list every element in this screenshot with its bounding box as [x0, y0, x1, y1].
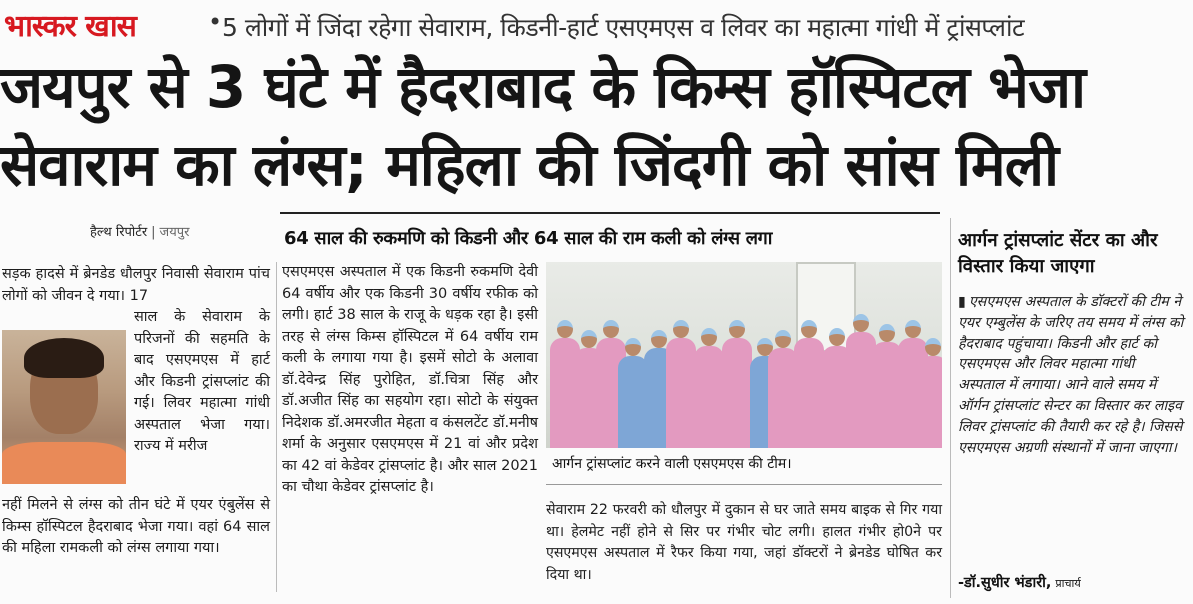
team-member-figure	[722, 338, 752, 448]
team-member-head	[775, 330, 791, 348]
left-paragraph-3: नहीं मिलने से लंग्स को तीन घंटे में एयर एंबुलेंस से किम्स हॉस्पिटल हैदराबाद भेजा गया। वहां 64 साल की महिला रामकली को लंग्स लगाया गया।	[2, 497, 270, 556]
team-member-figure	[694, 346, 724, 448]
team-member-head	[829, 328, 845, 346]
byline-city: जयपुर	[159, 225, 190, 240]
team-member-head	[729, 320, 745, 338]
team-member-head	[673, 320, 689, 338]
kicker-text: 5 लोगों में जिंदा रहेगा सेवाराम, किडनी-हार्ट एसएमएस व लिवर का महात्मा गांधी में ट्रांसप्लांट	[222, 13, 1025, 42]
team-member-head	[581, 330, 597, 348]
section-header	[0, 0, 1193, 48]
team-member-head	[625, 338, 641, 356]
team-member-figure	[794, 338, 824, 448]
sidebar-signature	[958, 572, 1081, 592]
team-member-head	[701, 328, 717, 346]
middle-paragraph-1: एसएमएस अस्पताल में एक किडनी रुकमणि देवी 64 वर्षीय और एक किडनी 30 वर्षीय रफीक को लगी। हार्ट 38 साल के राजू के धड़क रहा है। इसी तरह से लंग्स किम्स हॉस्पिटल में 64 वर्षीय राम कली के लगाया गया है। इसमें सोटो के अलावा डॉ.देवेन्द्र सिंह पुरोहित, डॉ.चित्रा सिंह और डॉ.अजीत सिंह का सहयोग रहा। सोटो के संयुक्त निदेशक डॉ.अमरजीत मेहता व कंसलटेंट डॉ.मनीष शर्मा के अनुसार एसएमएस में 21 वां और प्रदेश का 42 वां केडेवर ट्रांसप्लांट है। और साल 2021 का चौथा केडेवर ट्रांसप्लांट है।	[282, 264, 538, 495]
sidebar-heading: आर्गन ट्रांसप्लांट सेंटर का और विस्तार किया जाएगा	[958, 230, 1158, 277]
byline	[90, 222, 189, 240]
team-member-head	[801, 320, 817, 338]
sidebar-text	[958, 292, 1184, 458]
column-divider-right	[950, 218, 951, 598]
column-divider-left	[276, 262, 277, 592]
team-member-head	[853, 314, 869, 332]
team-member-figure	[918, 356, 942, 448]
caption-rule	[546, 484, 942, 485]
headline-line-2: सेवाराम का लंग्स; महिला की जिंदगी को सांस मिली	[0, 131, 1059, 199]
team-member-figure	[666, 338, 696, 448]
byline-reporter: हैल्थ रिपोर्टर	[90, 225, 148, 240]
photo-hair	[24, 338, 104, 378]
photo-shirt	[2, 442, 126, 484]
left-paragraph-1: सड़क हादसे में ब्रेनडेड धौलपुर निवासी सेवाराम पांच लोगों को जीवन दे गया। 17	[2, 266, 270, 304]
team-member-head	[603, 320, 619, 338]
sidebar-body: एसएमएस अस्पताल के डॉक्टरों की टीम ने एयर एम्बुलेंस के जरिए तय समय में लंग्स को हैदराबाद पहुंचाया। किडनी और हार्ट को एसएमएस और लिवर महात्मा गांधी अस्पताल में लगाया। आने वाले समय में ऑर्गन ट्रांसप्लांट सेन्टर का विस्तार कर लाइव लिवर ट्रांसप्लांट की तैयारी कर रहे है। जिससे एसएमएस अग्रणी संस्थानों में जाना जाएगा।	[958, 294, 1184, 456]
middle-subhead: 64 साल की रुकमणि को किडनी और 64 साल की राम कली को लंग्स लगा	[284, 228, 773, 249]
signature-role: प्राचार्य	[1055, 577, 1081, 590]
team-member-head	[557, 320, 573, 338]
brand-label: भास्कर खास	[4, 9, 136, 44]
middle-paragraph-2: सेवाराम 22 फरवरी को धौलपुर में दुकान से घर जाते समय बाइक से गिर गया था। हेलमेट नहीं होने से सिर पर गंभीर चोट लगी। हालत गंभीर हो0ने पर एसएमएस अस्पताल में रैफर किया गया, जहां डॉक्टरों ने ब्रेनडेड घोषित कर दिया था।	[546, 502, 942, 583]
team-member-head	[651, 330, 667, 348]
subhead-rule	[280, 212, 940, 214]
sevaram-photo	[2, 330, 126, 484]
bullet-icon: •	[208, 8, 223, 36]
headline-line-1: जयपुर से 3 घंटे में हैदराबाद के किम्स हॉस्पिटल भेजा	[0, 53, 1086, 121]
sidebar-mark-icon: ▮	[958, 294, 966, 310]
team-member-head	[905, 320, 921, 338]
photo-caption: आर्गन ट्रांसप्लांट करने वाली एसएमएस की टीम।	[552, 456, 792, 472]
byline-separator: |	[151, 225, 156, 240]
team-member-head	[925, 338, 941, 356]
signature-name: -डॉ.सुधीर भंडारी,	[958, 575, 1052, 591]
left-paragraph-2: साल के सेवाराम के परिजनों की सहमति के बाद एसएमएस में हार्ट और किडनी ट्रांसप्लांट की गई। लिवर महात्मा गांधी अस्पताल भेजा गया। राज्य में मरीज	[134, 309, 270, 454]
team-member-head	[879, 324, 895, 342]
team-photo	[546, 262, 942, 448]
